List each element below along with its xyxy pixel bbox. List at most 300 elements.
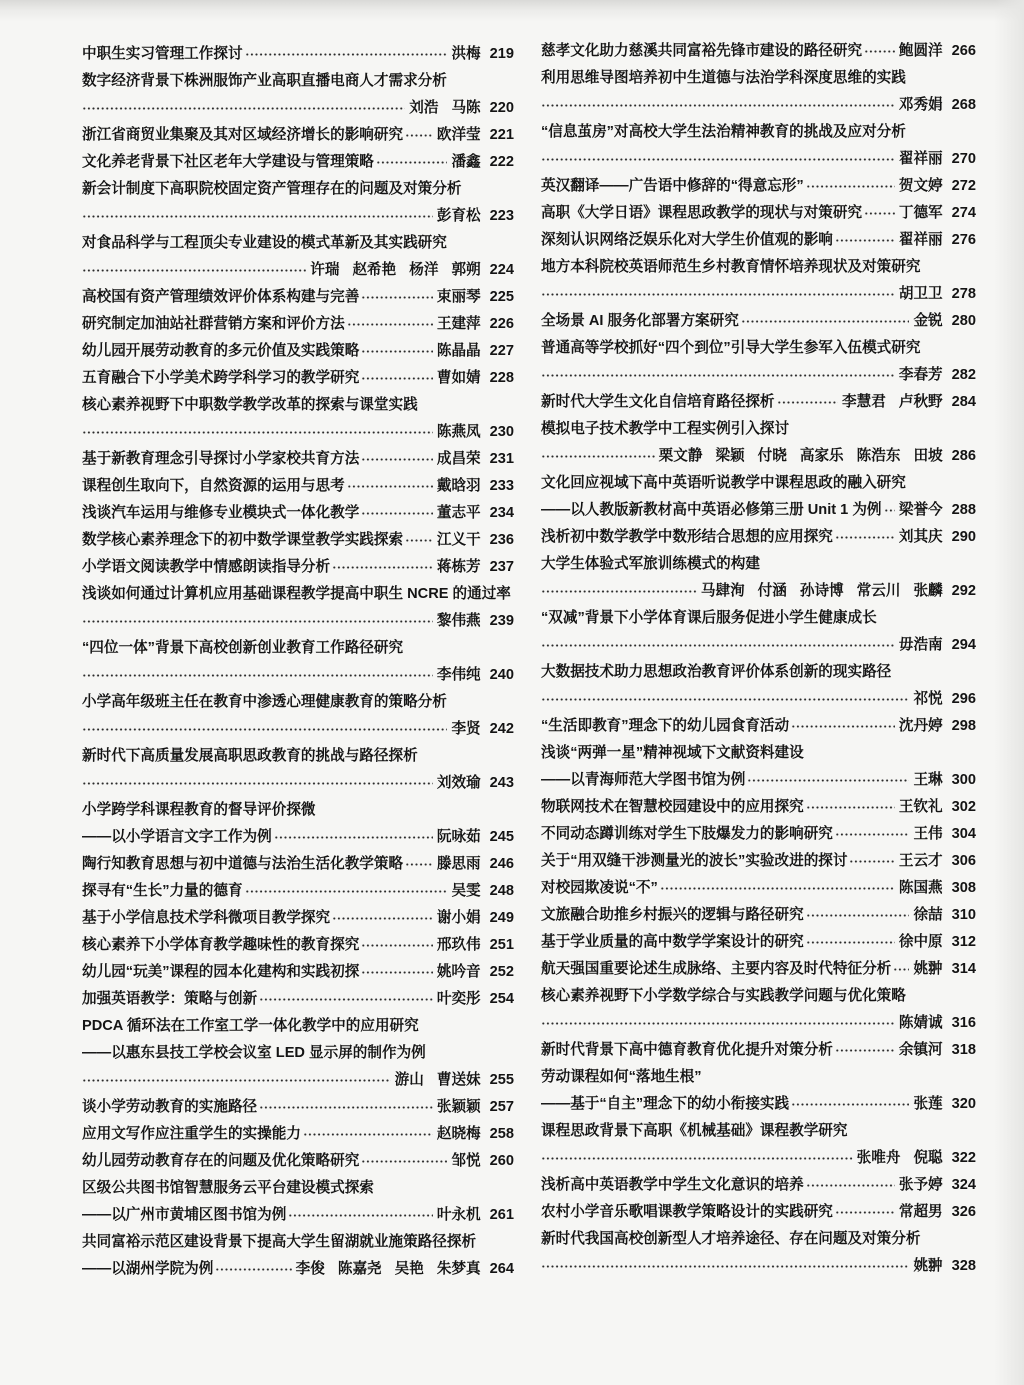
toc-entry bbox=[541, 65, 976, 119]
entry-subtitle: ——以青海师范大学图书馆为例 bbox=[541, 772, 746, 788]
toc-entry bbox=[541, 308, 976, 335]
page-number: 228 bbox=[489, 370, 514, 386]
entry-authors bbox=[899, 227, 943, 254]
entry-subtitle-line bbox=[82, 824, 514, 851]
entry-byline-line bbox=[541, 92, 976, 119]
toc-column-right bbox=[541, 38, 976, 1280]
entry-authors bbox=[913, 956, 942, 983]
page-number: 310 bbox=[951, 907, 976, 923]
page-number: 268 bbox=[951, 97, 976, 113]
entry-title-line bbox=[541, 875, 976, 902]
entry-title-line bbox=[541, 254, 976, 281]
author-name: 叶奕彤 bbox=[436, 991, 481, 1007]
entry-title: 关于“用双缝干涉测量光的波长”实验改进的探讨 bbox=[541, 853, 848, 869]
dot-leader bbox=[835, 227, 895, 254]
entry-authors bbox=[913, 1091, 942, 1118]
author-name: 游山 bbox=[394, 1072, 424, 1088]
toc-entry bbox=[82, 878, 514, 905]
page-number: 239 bbox=[489, 613, 514, 629]
page-number: 255 bbox=[489, 1072, 514, 1088]
author-name: 欧洋莹 bbox=[436, 127, 481, 143]
page-number: 227 bbox=[489, 343, 514, 359]
entry-authors bbox=[857, 1145, 943, 1172]
author-name: 刘其庆 bbox=[898, 529, 943, 545]
entry-title-line bbox=[541, 848, 976, 875]
dot-leader bbox=[82, 662, 433, 689]
page-number: 318 bbox=[951, 1042, 976, 1058]
toc-entry bbox=[541, 875, 976, 902]
entry-authors bbox=[899, 713, 943, 740]
entry-authors bbox=[913, 308, 942, 335]
entry-title-line bbox=[82, 959, 514, 986]
entry-title-line bbox=[82, 1175, 514, 1202]
dot-leader bbox=[541, 1253, 909, 1280]
entry-authors bbox=[899, 173, 943, 200]
author-name: 张麟 bbox=[913, 583, 943, 599]
toc-entry bbox=[82, 1094, 514, 1121]
entry-title: 浅析高中英语教学中学生文化意识的培养 bbox=[541, 1177, 804, 1193]
entry-byline-line bbox=[82, 95, 514, 122]
page-number: 248 bbox=[489, 883, 514, 899]
toc-entry bbox=[541, 119, 976, 173]
entry-authors bbox=[437, 959, 481, 986]
page-number: 242 bbox=[489, 721, 514, 737]
dot-leader bbox=[835, 821, 910, 848]
dot-leader bbox=[541, 686, 909, 713]
author-name: 陈国燕 bbox=[898, 880, 943, 896]
entry-authors bbox=[437, 986, 481, 1013]
entry-title-line bbox=[82, 905, 514, 932]
entry-title-line bbox=[541, 200, 976, 227]
author-name: 王伟 bbox=[913, 826, 943, 842]
toc-entry bbox=[82, 392, 514, 446]
toc-entry bbox=[82, 311, 514, 338]
author-name: 李贤 bbox=[451, 721, 481, 737]
entry-byline-line bbox=[541, 146, 976, 173]
entry-title-line bbox=[541, 1226, 976, 1253]
entry-subtitle-line bbox=[541, 767, 976, 794]
author-name: 姚吟音 bbox=[436, 964, 481, 980]
dot-leader bbox=[303, 1121, 433, 1148]
dot-leader bbox=[376, 149, 448, 176]
entry-title: 高校国有资产管理绩效评价体系构建与完善 bbox=[82, 289, 360, 305]
author-name: 陈婧诚 bbox=[898, 1015, 943, 1031]
dot-leader bbox=[361, 365, 433, 392]
author-name: 卢秋野 bbox=[898, 394, 943, 410]
entry-title: “双减”背景下小学体育课后服务促进小学生健康成长 bbox=[541, 610, 877, 626]
dot-leader bbox=[835, 524, 895, 551]
author-name: 翟祥丽 bbox=[898, 232, 943, 248]
author-name: 朱梦真 bbox=[436, 1261, 481, 1277]
entry-authors bbox=[437, 500, 481, 527]
entry-title: 核心素养下小学体育教学趣味性的教育探究 bbox=[82, 937, 360, 953]
author-name: 马肆洵 bbox=[700, 583, 745, 599]
entry-title-line bbox=[82, 500, 514, 527]
author-name: 郭朔 bbox=[451, 262, 481, 278]
author-name: 孙诗博 bbox=[799, 583, 844, 599]
dot-leader bbox=[849, 848, 894, 875]
entry-authors bbox=[395, 1067, 481, 1094]
entry-byline-line bbox=[541, 578, 976, 605]
entry-title: 幼儿园开展劳动教育的多元价值及实践策略 bbox=[82, 343, 360, 359]
author-name: 付晓 bbox=[757, 448, 787, 464]
toc-entry bbox=[82, 176, 514, 230]
author-name: 贺文婷 bbox=[898, 178, 943, 194]
author-name: 江义干 bbox=[436, 532, 481, 548]
entry-title: 新时代大学生文化自信培育路径探析 bbox=[541, 394, 775, 410]
author-name: 赵希艳 bbox=[352, 262, 397, 278]
toc-entry bbox=[82, 1229, 514, 1283]
entry-title-line bbox=[82, 878, 514, 905]
toc-entry bbox=[82, 338, 514, 365]
entry-title: 小学跨学科课程教育的督导评价探微 bbox=[82, 802, 316, 818]
author-name: 成昌荣 bbox=[436, 451, 481, 467]
entry-title: 新时代下高质量发展高职思政教育的挑战与路径探析 bbox=[82, 748, 418, 764]
author-name: 滕思雨 bbox=[436, 856, 481, 872]
toc-entry bbox=[541, 254, 976, 308]
dot-leader bbox=[541, 578, 697, 605]
entry-title: 幼儿园“玩美”课程的园本化建构和实践初探 bbox=[82, 964, 360, 980]
page-number: 280 bbox=[951, 313, 976, 329]
toc-entry bbox=[82, 743, 514, 797]
toc-entry bbox=[82, 1175, 514, 1229]
entry-title: “生活即教育”理念下的幼儿园食育活动 bbox=[541, 718, 790, 734]
dot-leader bbox=[835, 1037, 895, 1064]
toc-entry bbox=[541, 389, 976, 416]
entry-title: 五育融合下小学美术跨学科学习的教学研究 bbox=[82, 370, 360, 386]
entry-title: 文化回应视域下高中英语听说教学中课程思政的融入研究 bbox=[541, 475, 906, 491]
author-name: 王钦礼 bbox=[898, 799, 943, 815]
dot-leader bbox=[82, 419, 433, 446]
author-name: 刘效瑜 bbox=[436, 775, 481, 791]
entry-title: 深刻认识网络泛娱乐化对大学生价值观的影响 bbox=[541, 232, 833, 248]
entry-title: 课程思政背景下高职《机械基础》课程教学研究 bbox=[541, 1123, 848, 1139]
toc-entry bbox=[82, 446, 514, 473]
author-name: 邓秀娟 bbox=[898, 97, 943, 113]
dot-leader bbox=[82, 716, 447, 743]
entry-title-line bbox=[541, 173, 976, 200]
entry-authors bbox=[437, 446, 481, 473]
entry-title-line bbox=[82, 230, 514, 257]
entry-title-line bbox=[541, 821, 976, 848]
entry-authors bbox=[437, 1121, 481, 1148]
entry-title-line bbox=[82, 851, 514, 878]
entry-title-line bbox=[541, 65, 976, 92]
entry-authors bbox=[296, 1256, 481, 1283]
toc-entry bbox=[82, 230, 514, 284]
author-name: 张予婷 bbox=[898, 1177, 943, 1193]
page-number: 240 bbox=[489, 667, 514, 683]
toc-entry bbox=[82, 527, 514, 554]
entry-authors bbox=[437, 365, 481, 392]
author-name: 杨洋 bbox=[409, 262, 439, 278]
page-number: 225 bbox=[489, 289, 514, 305]
entry-title-line bbox=[82, 473, 514, 500]
entry-byline-line bbox=[82, 770, 514, 797]
author-name: 倪聪 bbox=[913, 1150, 943, 1166]
toc-entry bbox=[82, 797, 514, 851]
entry-title-line bbox=[82, 986, 514, 1013]
page-number: 221 bbox=[489, 127, 514, 143]
page-number: 304 bbox=[951, 826, 976, 842]
entry-title-line bbox=[82, 1121, 514, 1148]
dot-leader bbox=[806, 794, 895, 821]
entry-title: 农村小学音乐歌唱课教学策略设计的实践研究 bbox=[541, 1204, 833, 1220]
toc-entry bbox=[541, 794, 976, 821]
page-number: 234 bbox=[489, 505, 514, 521]
page-number: 312 bbox=[951, 934, 976, 950]
entry-byline-line bbox=[541, 1145, 976, 1172]
toc-entry bbox=[541, 740, 976, 794]
page-number: 296 bbox=[951, 691, 976, 707]
dot-leader bbox=[82, 257, 306, 284]
dot-leader bbox=[361, 338, 433, 365]
entry-authors bbox=[899, 848, 943, 875]
dot-leader bbox=[541, 281, 895, 308]
author-name: 张唯舟 bbox=[856, 1150, 901, 1166]
entry-subtitle-line bbox=[82, 1256, 514, 1283]
entry-byline-line bbox=[541, 686, 976, 713]
author-name: 戴晗羽 bbox=[436, 478, 481, 494]
entry-authors bbox=[899, 362, 943, 389]
entry-title-line bbox=[82, 68, 514, 95]
entry-title-line bbox=[541, 956, 976, 983]
dot-leader bbox=[791, 1091, 909, 1118]
entry-title: “四位一体”背景下高校创新创业教育工作路径研究 bbox=[82, 640, 404, 656]
page-number: 306 bbox=[951, 853, 976, 869]
page-number: 282 bbox=[951, 367, 976, 383]
page-number: 302 bbox=[951, 799, 976, 815]
dot-leader bbox=[884, 497, 895, 524]
entry-authors bbox=[913, 767, 942, 794]
dot-leader bbox=[361, 284, 433, 311]
toc-entry bbox=[541, 1172, 976, 1199]
entry-byline-line bbox=[82, 608, 514, 635]
page-number: 266 bbox=[951, 43, 976, 59]
entry-title-line bbox=[82, 284, 514, 311]
entry-subtitle: ——以人教版新教材高中英语必修第三册 Unit 1 为例 bbox=[541, 502, 882, 518]
entry-title: 应用文写作应注重学生的实操能力 bbox=[82, 1126, 301, 1142]
entry-title-line bbox=[541, 929, 976, 956]
toc-entry bbox=[82, 365, 514, 392]
dot-leader bbox=[82, 95, 405, 122]
entry-authors bbox=[451, 149, 480, 176]
toc-entry bbox=[541, 659, 976, 713]
entry-title: PDCA 循环法在工作室工学一体化教学中的应用研究 bbox=[82, 1018, 419, 1034]
dot-leader bbox=[541, 1010, 895, 1037]
toc-entry bbox=[82, 986, 514, 1013]
entry-title-line bbox=[82, 311, 514, 338]
dot-leader bbox=[288, 1202, 433, 1229]
entry-byline-line bbox=[541, 443, 976, 470]
toc-entry bbox=[82, 689, 514, 743]
dot-leader bbox=[541, 632, 895, 659]
entry-title: 数字经济背景下株洲服饰产业高职直播电商人才需求分析 bbox=[82, 73, 447, 89]
entry-title-line bbox=[82, 392, 514, 419]
author-name: 陈晶晶 bbox=[436, 343, 481, 359]
page-number: 254 bbox=[489, 991, 514, 1007]
entry-authors bbox=[451, 716, 480, 743]
author-name: 常云川 bbox=[856, 583, 901, 599]
dot-leader bbox=[541, 146, 895, 173]
entry-title: 大数据技术助力思想政治教育评价体系创新的现实路径 bbox=[541, 664, 892, 680]
page-number: 324 bbox=[951, 1177, 976, 1193]
toc-entry bbox=[82, 122, 514, 149]
dot-leader bbox=[741, 308, 910, 335]
dot-leader bbox=[361, 1148, 447, 1175]
entry-subtitle-line bbox=[541, 1091, 976, 1118]
toc-entry bbox=[82, 554, 514, 581]
entry-title-line bbox=[541, 38, 976, 65]
dot-leader bbox=[405, 122, 433, 149]
dot-leader bbox=[259, 1094, 433, 1121]
entry-title-line bbox=[82, 338, 514, 365]
dot-leader bbox=[245, 878, 448, 905]
toc-entry bbox=[541, 821, 976, 848]
entry-authors bbox=[437, 527, 481, 554]
page-number: 314 bbox=[951, 961, 976, 977]
entry-title-line bbox=[541, 389, 976, 416]
entry-title: 全场景 AI 服务化部署方案研究 bbox=[541, 313, 739, 329]
page-number: 288 bbox=[951, 502, 976, 518]
author-name: 阮咏茹 bbox=[436, 829, 481, 845]
dot-leader bbox=[82, 770, 433, 797]
entry-authors bbox=[899, 497, 943, 524]
dot-leader bbox=[361, 959, 433, 986]
page-number: 322 bbox=[951, 1150, 976, 1166]
entry-authors bbox=[451, 878, 480, 905]
entry-authors bbox=[451, 41, 480, 68]
author-name: 常超男 bbox=[898, 1204, 943, 1220]
page-number: 222 bbox=[489, 154, 514, 170]
toc-entry bbox=[82, 41, 514, 68]
entry-title-line bbox=[82, 1094, 514, 1121]
author-name: 丁德军 bbox=[898, 205, 943, 221]
dot-leader bbox=[82, 608, 433, 635]
toc-entry bbox=[541, 605, 976, 659]
entry-title-line bbox=[82, 1013, 514, 1040]
entry-authors bbox=[437, 824, 481, 851]
dot-leader bbox=[806, 173, 895, 200]
entry-authors bbox=[899, 38, 943, 65]
dot-leader bbox=[777, 389, 839, 416]
page-number: 219 bbox=[489, 46, 514, 62]
author-name: 金锐 bbox=[913, 313, 943, 329]
dot-leader bbox=[215, 1256, 291, 1283]
entry-authors bbox=[899, 524, 943, 551]
dot-leader bbox=[806, 902, 910, 929]
entry-authors bbox=[437, 122, 481, 149]
entry-title-line bbox=[82, 581, 514, 608]
entry-title: 课程创生取向下，自然资源的运用与思考 bbox=[82, 478, 345, 494]
entry-title-line bbox=[82, 446, 514, 473]
toc-entry bbox=[541, 551, 976, 605]
entry-title: 基于新教育理念引导探讨小学家校共育方法 bbox=[82, 451, 360, 467]
entry-title-line bbox=[82, 1148, 514, 1175]
author-name: 李俊 bbox=[295, 1261, 325, 1277]
dot-leader bbox=[361, 932, 433, 959]
toc-entry bbox=[541, 902, 976, 929]
entry-authors bbox=[437, 1202, 481, 1229]
entry-authors bbox=[899, 1172, 943, 1199]
entry-subtitle: ——基于“自主”理念下的幼小衔接实践 bbox=[541, 1096, 790, 1112]
entry-title: 数学核心素养理念下的初中数学课堂教学实践探索 bbox=[82, 532, 404, 548]
entry-title: 地方本科院校英语师范生乡村教育情怀培养现状及对策研究 bbox=[541, 259, 921, 275]
entry-subtitle-line bbox=[541, 497, 976, 524]
entry-authors bbox=[437, 851, 481, 878]
author-name: 洪梅 bbox=[451, 46, 481, 62]
author-name: 梁誉今 bbox=[898, 502, 943, 518]
entry-title: 陶行知教育思想与初中道德与法治生活化教学策略 bbox=[82, 856, 404, 872]
author-name: 陈嘉尧 bbox=[337, 1261, 382, 1277]
entry-title-line bbox=[541, 1064, 976, 1091]
page-number: 252 bbox=[489, 964, 514, 980]
toc-entry bbox=[82, 581, 514, 635]
page-number: 274 bbox=[951, 205, 976, 221]
page-number: 251 bbox=[489, 937, 514, 953]
entry-title: 研究制定加油站社群营销方案和评价方法 bbox=[82, 316, 345, 332]
entry-authors bbox=[913, 902, 942, 929]
toc-entry bbox=[82, 1013, 514, 1094]
scan-side-shadow bbox=[994, 0, 1024, 1385]
author-name: 姚翀 bbox=[913, 1258, 943, 1274]
entry-title-line bbox=[541, 659, 976, 686]
dot-leader bbox=[893, 956, 909, 983]
author-name: 张莲 bbox=[913, 1096, 943, 1112]
page-number: 270 bbox=[951, 151, 976, 167]
toc-entry bbox=[541, 713, 976, 740]
page-number: 223 bbox=[489, 208, 514, 224]
entry-authors bbox=[899, 1037, 943, 1064]
entry-title: “信息茧房”对高校大学生法治精神教育的挑战及应对分析 bbox=[541, 124, 906, 140]
entry-title: 新时代背景下高中德育教育优化提升对策分析 bbox=[541, 1042, 833, 1058]
entry-title-line bbox=[541, 983, 976, 1010]
page-number: 284 bbox=[951, 394, 976, 410]
entry-authors bbox=[409, 95, 480, 122]
toc-entry bbox=[541, 1118, 976, 1172]
page-number: 320 bbox=[951, 1096, 976, 1112]
entry-title-line bbox=[541, 1199, 976, 1226]
author-name: 束丽琴 bbox=[436, 289, 481, 305]
author-name: 鲍圆洋 bbox=[898, 43, 943, 59]
dot-leader bbox=[541, 1145, 853, 1172]
entry-authors bbox=[842, 389, 943, 416]
toc-entry bbox=[82, 1121, 514, 1148]
entry-authors bbox=[310, 257, 480, 284]
entry-title-line bbox=[541, 524, 976, 551]
author-name: 付涵 bbox=[757, 583, 787, 599]
dot-leader bbox=[82, 203, 433, 230]
entry-title: 普通高等学校抓好“四个到位”引导大学生参军入伍模式研究 bbox=[541, 340, 921, 356]
page-number: 237 bbox=[489, 559, 514, 575]
entry-title-line bbox=[541, 605, 976, 632]
author-name: 王建萍 bbox=[436, 316, 481, 332]
toc-entry bbox=[541, 227, 976, 254]
entry-subtitle: ——以惠东县技工学校会议室 LED 显示屏的制作为例 bbox=[82, 1045, 426, 1061]
entry-title: 核心素养视野下小学数学综合与实践教学问题与优化策略 bbox=[541, 988, 906, 1004]
entry-title-line bbox=[82, 743, 514, 770]
author-name: 高家乐 bbox=[799, 448, 844, 464]
toc-column-left bbox=[82, 41, 514, 1283]
author-name: 翟祥丽 bbox=[898, 151, 943, 167]
author-name: 张颖颖 bbox=[436, 1099, 481, 1115]
entry-title: 对食品科学与工程顶尖专业建设的模式革新及其实践研究 bbox=[82, 235, 447, 251]
entry-title: 新会计制度下高职院校固定资产管理存在的问题及对策分析 bbox=[82, 181, 462, 197]
author-name: 许瑞 bbox=[310, 262, 340, 278]
toc-entry bbox=[541, 524, 976, 551]
entry-title: 探寻有“生长”力量的德育 bbox=[82, 883, 243, 899]
page-number: 230 bbox=[489, 424, 514, 440]
